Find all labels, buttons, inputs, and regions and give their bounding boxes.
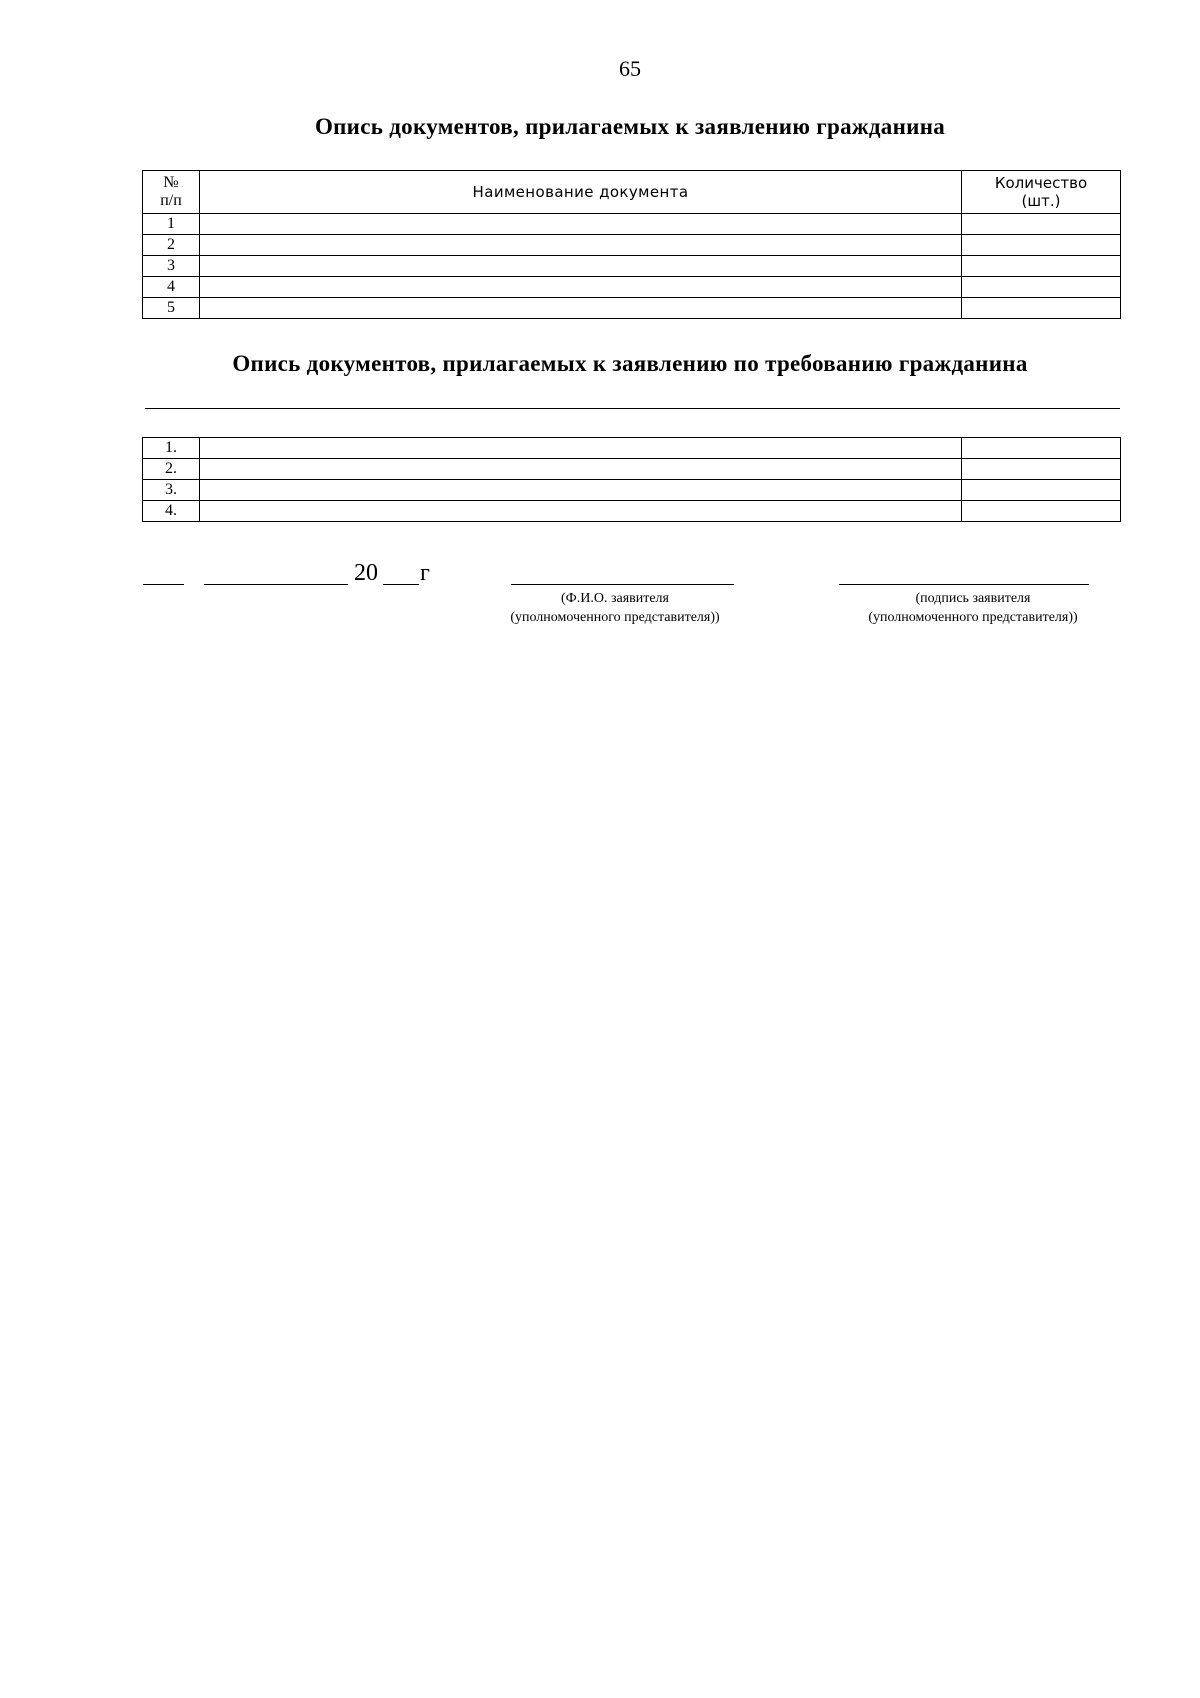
table-row	[143, 277, 1121, 298]
document-name-cell[interactable]	[200, 214, 962, 235]
column-header-number	[143, 171, 200, 214]
day-blank[interactable]	[143, 560, 184, 585]
table-row	[143, 214, 1121, 235]
column-header-quantity	[962, 171, 1121, 214]
table-row	[143, 459, 1121, 480]
requested-documents-table	[142, 437, 1121, 522]
applicant-name-caption-line1: (Ф.И.О. заявителя	[561, 591, 669, 606]
year-prefix: 20	[354, 560, 378, 586]
table-row	[143, 438, 1121, 459]
year-blank[interactable]	[383, 560, 419, 585]
row-number: 4.	[143, 501, 200, 522]
month-blank[interactable]	[204, 560, 348, 585]
section-1-title: Опись документов, прилагаемых к заявлению гражданина	[314, 114, 946, 139]
table-row	[143, 256, 1121, 277]
column-header-number-line1: №	[163, 174, 179, 191]
column-header-quantity-line2: (шт.)	[1021, 192, 1061, 210]
document-name-cell[interactable]	[200, 438, 962, 459]
applicant-signature-caption	[838, 589, 1108, 627]
row-number: 1	[143, 214, 200, 235]
column-header-document-name: Наименование документа	[200, 171, 962, 214]
page-number: 65	[619, 56, 641, 81]
row-number: 4	[143, 277, 200, 298]
table-header-row	[143, 171, 1121, 214]
applicant-signature-blank[interactable]	[839, 560, 1089, 585]
applicant-name-blank[interactable]	[511, 560, 734, 585]
applicant-signature-caption-line1: (подпись заявителя	[915, 591, 1031, 606]
applicant-name-caption	[480, 589, 750, 627]
quantity-cell[interactable]	[962, 459, 1121, 480]
row-number: 2	[143, 235, 200, 256]
table-row	[143, 235, 1121, 256]
document-name-cell[interactable]	[200, 298, 962, 319]
row-number: 3.	[143, 480, 200, 501]
row-number: 3	[143, 256, 200, 277]
applicant-signature-caption-line2: (уполномоченного представителя))	[868, 610, 1078, 625]
document-name-cell[interactable]	[200, 277, 962, 298]
table-row	[143, 501, 1121, 522]
documents-table	[142, 170, 1121, 319]
document-name-cell[interactable]	[200, 235, 962, 256]
quantity-cell[interactable]	[962, 277, 1121, 298]
quantity-cell[interactable]	[962, 480, 1121, 501]
blank-fill-line[interactable]	[145, 408, 1120, 409]
section-2-title: Опись документов, прилагаемых к заявлению по требованию гражданина	[232, 351, 1028, 376]
quantity-cell[interactable]	[962, 256, 1121, 277]
table-row	[143, 480, 1121, 501]
quantity-cell[interactable]	[962, 501, 1121, 522]
document-name-cell[interactable]	[200, 256, 962, 277]
applicant-name-caption-line2: (уполномоченного представителя))	[510, 610, 720, 625]
column-header-number-line2: п/п	[160, 192, 182, 209]
quantity-cell[interactable]	[962, 214, 1121, 235]
quantity-cell[interactable]	[962, 235, 1121, 256]
document-name-cell[interactable]	[200, 501, 962, 522]
year-suffix: г	[420, 560, 430, 586]
quantity-cell[interactable]	[962, 298, 1121, 319]
document-name-cell[interactable]	[200, 459, 962, 480]
quantity-cell[interactable]	[962, 438, 1121, 459]
row-number: 2.	[143, 459, 200, 480]
column-header-quantity-line1: Количество	[994, 174, 1088, 192]
row-number: 1.	[143, 438, 200, 459]
signature-block	[0, 560, 1200, 630]
row-number: 5	[143, 298, 200, 319]
table-row	[143, 298, 1121, 319]
document-name-cell[interactable]	[200, 480, 962, 501]
